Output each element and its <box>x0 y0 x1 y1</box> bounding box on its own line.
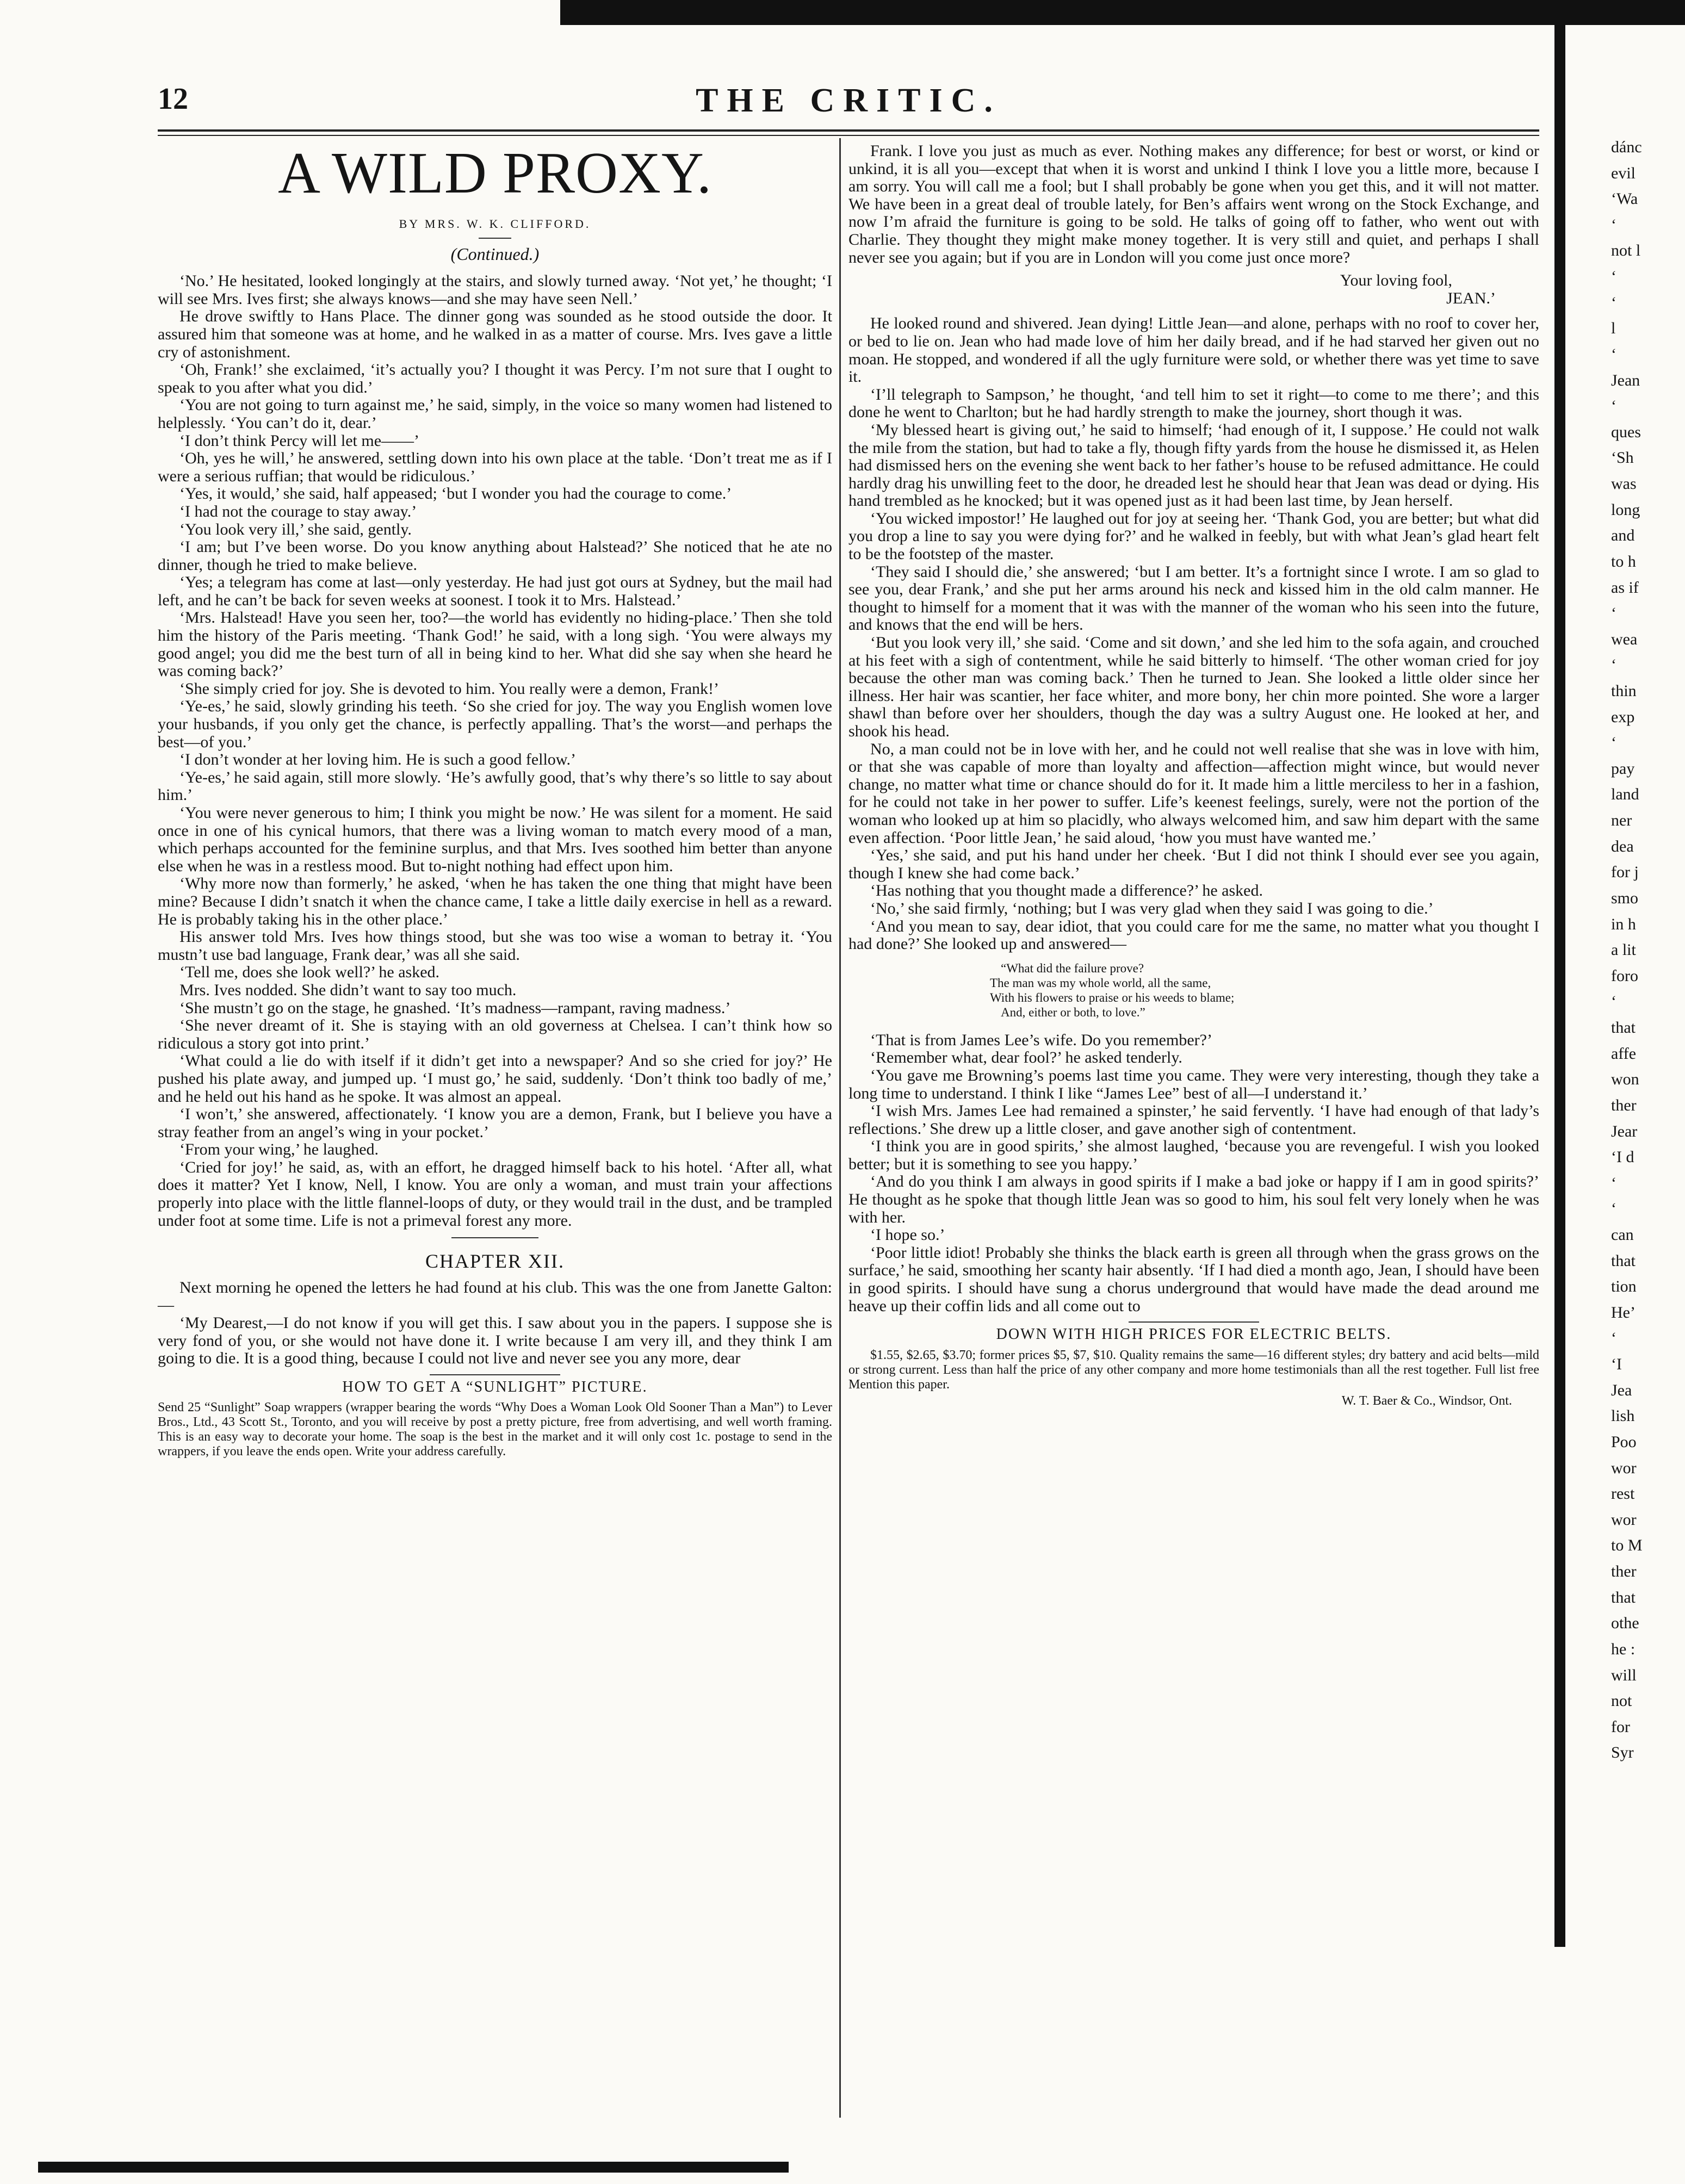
left-column <box>158 142 832 1459</box>
poem-line: With his flowers to praise or his weeds to blame; <box>990 990 1235 1004</box>
electric-belts-ad <box>848 1326 1539 1410</box>
story-paragraph: He drove swiftly to Hans Place. The dinner gong was sounded as he stood outside the door. It assured him that someone was at home, and he walked in as a matter of course. Mrs. Ives gave a little cry of astonishment. <box>158 307 832 361</box>
margin-fragment: He’ <box>1611 1304 1636 1321</box>
story-paragraph: ‘No,’ she said firmly, ‘nothing; but I was very glad when they said I was going to die.’ <box>870 899 1434 917</box>
top-black-band <box>560 0 1685 25</box>
margin-fragment: ‘ <box>1611 1329 1616 1347</box>
margin-fragment: wor <box>1611 1459 1637 1477</box>
margin-fragment: ‘ <box>1611 1174 1616 1192</box>
story-paragraph: ‘You were never generous to him; I think you might be now.’ He was silent for a moment. He said once in one of his cynical humors, that there was a living woman to match every mood of a man, which perhaps accounted for the feminine surplus, and that Mrs. Ives soothed him better than anyone else when he was in a restless mood. But to-night nothing had effect upon him. <box>158 804 832 875</box>
margin-fragment: ther <box>1611 1096 1637 1114</box>
story-paragraph: ‘That is from James Lee’s wife. Do you remember?’ <box>870 1031 1212 1049</box>
story-paragraph: He looked round and shivered. Jean dying! Little Jean—and alone, perhaps with no roof to cover her, or bed to lie on. Jean who had made love of him her daily bread, and if he had starved her given out no moan. He stopped, and wondered if all the ugly furniture were sold, or whether there was yet time to save it. <box>848 314 1539 386</box>
story-paragraph: ‘I wish Mrs. James Lee had remained a spinster,’ he said fervently. ‘I have had enough of that lady’s reflections.’ She drew up a little closer, and gave another sigh of contentment. <box>848 1102 1539 1138</box>
margin-fragment: land <box>1611 785 1639 803</box>
margin-fragment: not <box>1611 1692 1632 1710</box>
story-paragraph: ‘I had not the courage to stay away.’ <box>179 502 417 520</box>
story-paragraph: ‘You wicked impostor!’ He laughed out for joy at seeing her. ‘Thank God, you are better; but what did you drop a line to say you were dying for?’ and he walked in feebly, but with what Jean’s glad heart felt to be the footstep of the master. <box>848 509 1539 563</box>
margin-fragment: won <box>1611 1070 1639 1088</box>
margin-fragment: thin <box>1611 682 1637 700</box>
margin-fragment: ‘ <box>1611 1200 1616 1218</box>
story-paragraph: ‘I don’t think Percy will let me——’ <box>179 431 420 450</box>
margin-fragment: ‘ <box>1611 656 1616 674</box>
story-paragraph: ‘Ye-es,’ he said, slowly grinding his teeth. ‘So she cried for joy. The way you English women love your husbands, if you only get the chance, is perfectly appalling. That’s the worst—and perhaps the best—of you.’ <box>158 697 832 751</box>
story-paragraph: ‘I don’t wonder at her loving him. He is such a good fellow.’ <box>179 750 577 769</box>
story-paragraph: His answer told Mrs. Ives how things stood, but she was too wise a woman to betray it. ‘You mustn’t use bad language, Frank dear,’ was all she said. <box>158 928 832 964</box>
margin-fragment: wor <box>1611 1511 1637 1529</box>
margin-fragment: as if <box>1611 579 1639 597</box>
margin-fragment: that <box>1611 1589 1636 1606</box>
margin-fragment: dea <box>1611 837 1634 855</box>
margin-fragment: foro <box>1611 967 1638 985</box>
story-paragraph: ‘I hope so.’ <box>870 1226 945 1244</box>
poem-quote <box>848 961 1539 1020</box>
story-paragraph: ‘Has nothing that you thought made a difference?’ he asked. <box>870 882 1263 900</box>
page-number: 12 <box>158 82 188 116</box>
margin-fragment: was <box>1611 475 1637 493</box>
right-column <box>848 142 1539 1410</box>
story-paragraph: ‘They said I should die,’ she answered; ‘but I am better. It’s a fortnight since I wrote. I am so glad to see you, dear Frank,’ and she put her arms around his neck and kissed him in the old calm manner. He thought to himself for a moment that it was with the manner of the woman who his seen into the future, and knows that the end will be hers. <box>848 562 1539 634</box>
story-paragraph: ‘But you look very ill,’ she said. ‘Come and sit down,’ and she led him to the sofa again, and crouched at his feet with a sigh of contentment, while he said bitterly to himself. ‘The other woman cried for joy because the other man was coming back.’ Then he turned to Jean. She looked a little older since her illness. Her hair was scantier, her face whiter, and more bony, her chin more pointed. She wore a larger shawl than before over her shoulders, though the day was a sultry August one. He looked at her, and shook his head. <box>848 634 1539 740</box>
story-paragraph: ‘She simply cried for joy. She is devoted to him. You really were a demon, Frank!’ <box>179 679 720 698</box>
page-header <box>158 82 1539 125</box>
margin-fragment: ‘I d <box>1611 1148 1634 1166</box>
story-paragraph: ‘Why more now than formerly,’ he asked, ‘when he has taken the one thing that might have been mine? Because I didn’t snatch it when the chance came, I take a little daily exercise in hell as a reward. He is probably taking his in the other place.’ <box>158 874 832 928</box>
story-paragraph: ‘Cried for joy!’ he said, as, with an effort, he dragged himself back to his hotel. ‘After all, what does it matter? Yet I know, Nell, I know. You are only a woman, and must train your affections properly into place with the little flannel-loops of duty, or they would trail in the dust, and be trampled under foot at some time. Life is not a primeval forest any more. <box>158 1158 832 1230</box>
chapter-rule <box>451 1237 538 1238</box>
letter-text <box>848 142 1539 266</box>
margin-fragment: long <box>1611 501 1640 519</box>
bottom-black-band <box>38 2162 789 2173</box>
story-paragraph: ‘Ye-es,’ he said again, still more slowly. ‘He’s awfully good, that’s why there’s so little to say about him.’ <box>158 768 832 804</box>
margin-fragment: will <box>1611 1666 1637 1684</box>
story-paragraph: ‘No.’ He hesitated, looked longingly at the stairs, and slowly turned away. ‘Not yet,’ he thought; ‘I will see Mrs. Ives first; she always knows—and she may have seen Nell.’ <box>158 272 832 308</box>
margin-fragment: othe <box>1611 1614 1639 1632</box>
margin-fragment: affe <box>1611 1045 1637 1063</box>
margin-fragment: not l <box>1611 241 1641 259</box>
story-paragraph: ‘Oh, yes he will,’ he answered, settling down into his own place at the table. ‘Don’t treat me as if I were a serious ruffian; that would be ridiculous.’ <box>158 449 832 485</box>
header-rule-thick <box>158 129 1539 132</box>
letter-closing: Your loving fool, <box>1340 271 1452 290</box>
ad-rule <box>430 1374 560 1375</box>
margin-fragment: Jean <box>1611 371 1640 389</box>
story-byline: BY MRS. W. K. CLIFFORD. <box>399 217 591 231</box>
margin-fragment: dánc <box>1611 138 1642 156</box>
margin-fragment: evil <box>1611 164 1636 182</box>
header-rule-thin <box>158 135 1539 136</box>
margin-fragment: ‘I <box>1611 1355 1622 1373</box>
poem-line: The man was my whole world, all the same, <box>990 976 1211 990</box>
margin-fragment: ‘ <box>1611 604 1616 622</box>
chapter-text <box>158 1279 832 1368</box>
letter-signature: JEAN.’ <box>1446 289 1496 307</box>
margin-fragment: ‘ <box>1611 992 1616 1010</box>
margin-fragment: exp <box>1611 708 1635 726</box>
margin-fragment: ‘Sh <box>1611 449 1634 467</box>
margin-fragment: ‘ <box>1611 345 1616 363</box>
continued-label: (Continued.) <box>450 244 540 264</box>
margin-fragment: ‘ <box>1611 397 1616 415</box>
story-paragraph: ‘From your wing,’ he laughed. <box>179 1140 379 1159</box>
electric-belts-ad-signature: W. T. Baer & Co., Windsor, Ont. <box>1341 1393 1512 1408</box>
story-paragraph: ‘I’ll telegraph to Sampson,’ he thought, ‘and tell him to set it right—to come to me there’; and this done he went to Charlton; but he had hardly strength to make the journey, short though it was. <box>848 385 1539 421</box>
chapter-heading: CHAPTER XII. <box>425 1250 565 1273</box>
story-paragraph: ‘My blessed heart is giving out,’ he said to himself; ‘had enough of it, I suppose.’ He could not walk the mile from the station, but had to take a fly, though fifty yards from the house he dismissed it, as Helen had dismissed hers on the evening she went back to her father’s house to be refused admittance. He could hardly drag his unwilling feet to the door, he dreaded lest he should hear that Jean was dead or dying. His hand trembled as he knocked; but it was opened just as it had been last time, by Jean herself. <box>848 420 1539 510</box>
sunlight-ad-body: Send 25 “Sunlight” Soap wrappers (wrapper bearing the words “Why Does a Woman Look Old Sooner Than a Man”) to Lever Bros., Ltd., 43 Scott St., Toronto, and you will receive by post a pretty picture, free from advertising, and well worth framing. This is an easy way to decorate your home. The soap is the best in the market and it will only cost 1c. postage to send in the wrappers, if you leave the ends open. Write your address carefully. <box>158 1400 832 1459</box>
story-paragraph: ‘Oh, Frank!’ she exclaimed, ‘it’s actually you? I thought it was Percy. I’m not sure that I ought to speak to you after what you did.’ <box>158 361 832 396</box>
story-paragraph: Frank. I love you just as much as ever. Nothing makes any difference; for best or worst, or kind or unkind, it is all you—except that when it is worst and unkind I think I love you a little more, because I am sorry. You will call me a fool; but I shall probably be gone when you get this, and it will not matter. We have been in a great deal of trouble lately, for Ben’s affairs went wrong on the Stock Exchange, and now I’m afraid the furniture is going to be sold. He talks of going off to father, who went out with Charlie. They thought they might make money together. It is very still and quiet, and perhaps I shall never see you again; but if you are in London will you come just once more? <box>848 142 1539 266</box>
story-paragraph: ‘Yes, it would,’ she said, half appeased; ‘but I wonder you had the courage to come.’ <box>179 485 732 503</box>
margin-fragment: pay <box>1611 760 1635 778</box>
margin-fragment: he : <box>1611 1640 1636 1658</box>
margin-fragment: that <box>1611 1019 1636 1037</box>
margin-fragment: Poo <box>1611 1433 1637 1451</box>
margin-fragment: and <box>1611 526 1635 544</box>
electric-belts-ad-body: $1.55, $2.65, $3.70; former prices $5, $7, $10. Quality remains the same—16 different styles; dry battery and acid belts—mild or strong current. Less than half the price of any other company and more home testimonials than all the rest together. Full list free Mention this paper. <box>848 1348 1539 1392</box>
poem-line: “What did the failure prove? <box>1001 961 1144 975</box>
story-title: A WILD PROXY. <box>277 141 713 206</box>
story-paragraph: ‘My Dearest,—I do not know if you will get this. I saw about you in the papers. I suppose she is very fond of you, or she would not have done it. I write because I am very ill, and they think I am going to die. It is a good thing, because I could not live and never see you any more, dear <box>158 1314 832 1368</box>
story-paragraph: Next morning he opened the letters he had found at his club. This was the one from Janette Galton:— <box>158 1278 832 1314</box>
story-paragraph: ‘She mustn’t go on the stage, he gnashed. ‘It’s madness—rampant, raving madness.’ <box>179 998 731 1017</box>
margin-fragment: tion <box>1611 1277 1637 1295</box>
margin-fragment: that <box>1611 1252 1636 1270</box>
margin-fragment: for j <box>1611 863 1639 881</box>
story-paragraph: Mrs. Ives nodded. She didn’t want to say too much. <box>179 981 517 999</box>
story-paragraph: ‘Yes; a telegram has come at last—only yesterday. He had just got ours at Sydney, but the mail had left, and he can’t be back for seven weeks at soonest. I took it to Mrs. Halstead.’ <box>158 573 832 609</box>
margin-fragment: ner <box>1611 811 1632 829</box>
margin-fragment: a lit <box>1611 941 1636 959</box>
story-paragraph: ‘I think you are in good spirits,’ she almost laughed, ‘because you are revengeful. I wish you looked better; but it is something to see you happy.’ <box>848 1137 1539 1173</box>
story-paragraph: ‘And you mean to say, dear idiot, that you could care for me the same, no matter what you thought I had done?’ She looked up and answered— <box>848 917 1539 953</box>
column-divider <box>839 138 841 2118</box>
margin-fragment: wea <box>1611 630 1638 648</box>
sunlight-ad-heading: HOW TO GET A “SUNLIGHT” PICTURE. <box>342 1378 648 1395</box>
margin-fragment: in h <box>1611 915 1636 933</box>
margin-fragment: for <box>1611 1718 1630 1736</box>
story-right-text-continued <box>848 1032 1539 1316</box>
ad-rule <box>1129 1321 1259 1323</box>
margin-fragment: Jea <box>1611 1381 1632 1399</box>
story-paragraph: ‘You look very ill,’ she said, gently. <box>179 520 412 538</box>
poem-line: And, either or both, to love.” <box>1001 1005 1145 1019</box>
gutter-black-band <box>1554 0 1565 1947</box>
byline-rule <box>479 238 511 239</box>
story-paragraph: ‘Yes,’ she said, and put his hand under her cheek. ‘But I did not think I should ever see you again, though I knew she had come back.’ <box>848 846 1539 882</box>
story-paragraph: ‘I won’t,’ she answered, affectionately. ‘I know you are a demon, Frank, but I believe you have a stray feather from an angel’s wing in your pocket.’ <box>158 1105 832 1141</box>
story-paragraph: ‘Poor little idiot! Probably she thinks the black earth is green all through when the grass grows on the surface,’ he said, smoothing her scanty hair absently. ‘If I had died a month ago, Jean, I should have been in good spirits. I should have sung a chorus underground that would have made the dead around me heave up their coffin lids and all come out to <box>848 1243 1539 1315</box>
story-paragraph: ‘What could a lie do with itself if it didn’t get into a newspaper? And so she cried for joy?’ He pushed his plate away, and jumped up. ‘I must go,’ he said, suddenly. ‘Don’t think too badly of me,’ and he held out his hand as he spoke. It was almost an appeal. <box>158 1052 832 1106</box>
story-paragraph: ‘I am; but I’ve been worse. Do you know anything about Halstead?’ She noticed that he ate no dinner, though he tried to make believe. <box>158 538 832 574</box>
story-paragraph: No, a man could not be in love with her, and he could not well realise that she was in love with him, or that she was capable of more than loyalty and affection—affection might wince, but would never change, no matter what time or chance should do for it. It made him a little merciless to her in a fashion, for he could not take in her power to suffer. Life’s keenest feelings, surely, were not the portion of the woman who looked up at him so placidly, who always welcomed him, and saw him depart with the same even affection. ‘Poor little Jean,’ he said aloud, ‘how you must have wanted me.’ <box>848 740 1539 847</box>
story-paragraph: ‘You are not going to turn against me,’ he said, simply, in the voice so many women had listened to helplessly. ‘You can’t do it, dear.’ <box>158 396 832 432</box>
margin-fragment: ‘ <box>1611 294 1616 312</box>
margin-fragment: ‘ <box>1611 734 1616 752</box>
sunlight-ad <box>158 1379 832 1460</box>
story-paragraph: ‘And do you think I am always in good spirits if I make a bad joke or happy if I am in good spirits?’ He thought as he spoke that though little Jean was so good to him, his soul felt very lonely when he was with her. <box>848 1172 1539 1226</box>
story-paragraph: ‘Tell me, does she look well?’ he asked. <box>179 963 440 982</box>
margin-fragment: Syr <box>1611 1744 1634 1761</box>
story-right-text <box>848 315 1539 953</box>
margin-fragment: ther <box>1611 1562 1637 1580</box>
electric-belts-ad-heading: DOWN WITH HIGH PRICES FOR ELECTRIC BELTS. <box>996 1326 1392 1343</box>
story-paragraph: ‘Mrs. Halstead! Have you seen her, too?—the world has evidently no hiding-place.’ Then she told him the history of the Paris meeting. ‘Thank God!’ he said, with a long sigh. ‘You were always my good angel; you did me the best turn of all in being kind to her. What did she say when she heard he was coming back?’ <box>158 609 832 680</box>
story-paragraph: ‘Remember what, dear fool?’ he asked tenderly. <box>870 1048 1182 1067</box>
margin-fragment: rest <box>1611 1485 1635 1503</box>
margin-fragment: ‘ <box>1611 216 1616 234</box>
margin-fragment: to h <box>1611 553 1636 570</box>
story-paragraph: ‘She never dreamt of it. She is staying with an old governess at Chelsea. I can’t think how so ridiculous a story got into print.’ <box>158 1016 832 1052</box>
margin-fragment: ‘ <box>1611 268 1616 286</box>
story-paragraph: ‘You gave me Browning’s poems last time you came. They were very interesting, though they take a long time to understand. I think I like “James Lee” best of all—I understand it.’ <box>848 1066 1539 1102</box>
margin-fragment: l <box>1611 319 1616 337</box>
margin-fragment: to M <box>1611 1536 1643 1554</box>
masthead: THE CRITIC. <box>696 82 1001 119</box>
margin-fragment: smo <box>1611 889 1639 907</box>
margin-fragment: can <box>1611 1226 1634 1244</box>
margin-fragment: Jear <box>1611 1122 1638 1140</box>
margin-fragment: ‘Wa <box>1611 190 1638 208</box>
margin-fragment: lish <box>1611 1407 1635 1425</box>
story-left-text <box>158 272 832 1230</box>
margin-fragment: ques <box>1611 423 1641 441</box>
